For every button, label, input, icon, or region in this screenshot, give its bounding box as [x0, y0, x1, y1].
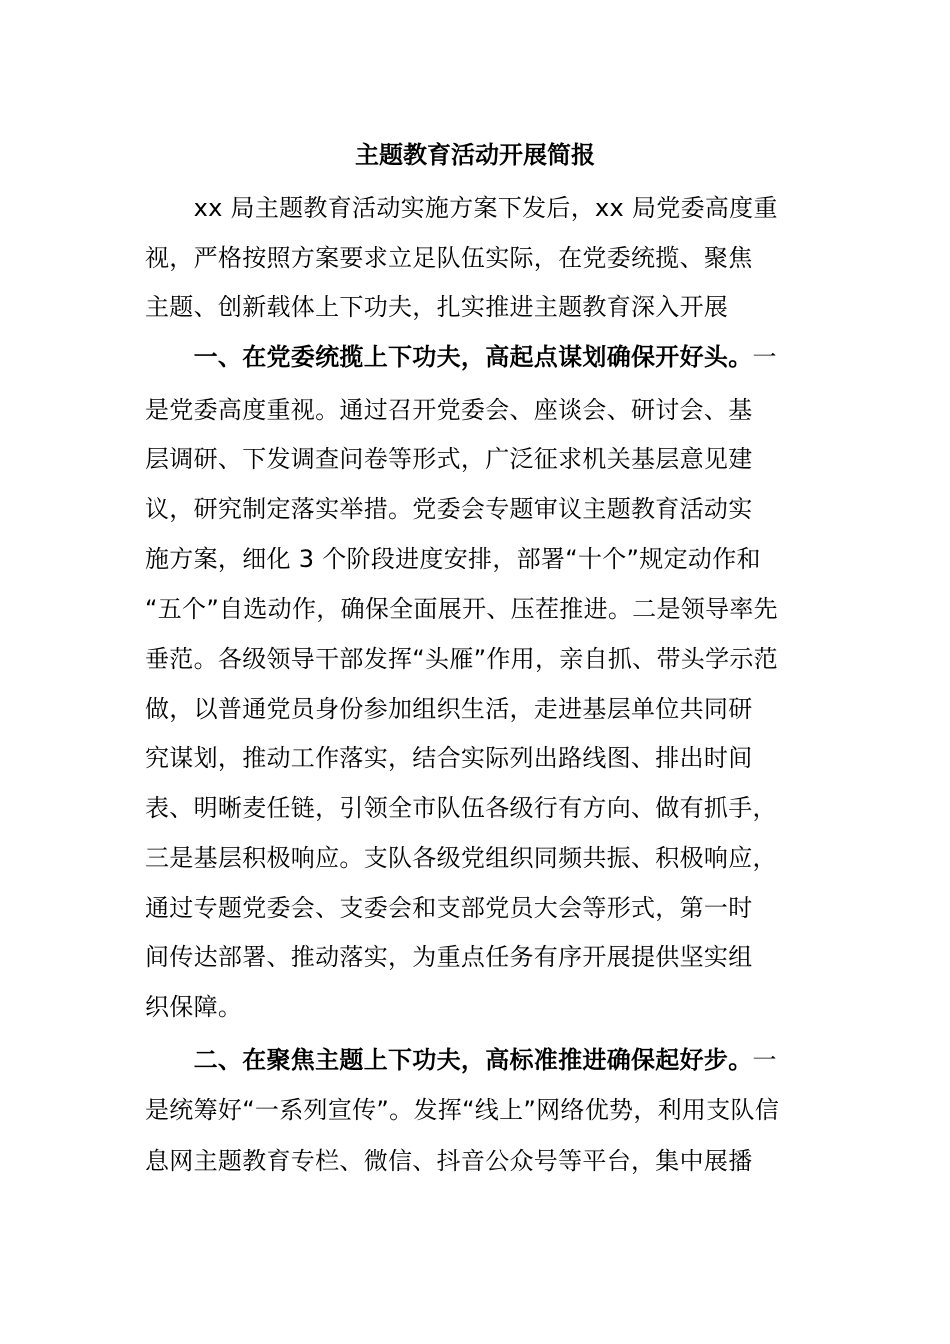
body-line: 视，严格按照方案要求立足队伍实际，在党委统揽、聚焦	[145, 244, 753, 272]
body-line: 是统筹好“一系列宣传”。发挥“线上”网络优势，利用支队信	[145, 1096, 780, 1124]
section-2-heading-tail: 一	[752, 1046, 777, 1074]
body-line: 究谋划，推动工作落实，结合实际列出路线图、排出时间	[145, 744, 753, 772]
body-line: 息网主题教育专栏、微信、抖音公众号等平台，集中展播	[145, 1147, 753, 1175]
document-title: 主题教育活动开展简报	[355, 141, 595, 169]
section-1-heading: 一、在党委统揽上下功夫，高起点谋划确保开好头。	[145, 343, 753, 371]
body-line: 三是基层积极响应。支队各级党组织同频共振、积极响应，	[145, 844, 777, 872]
body-line: 垂范。各级领导干部发挥“头雁”作用，亲自抓、带头学示范	[145, 645, 778, 673]
body-line: 做，以普通党员身份参加组织生活，走进基层单位共同研	[145, 695, 753, 723]
body-line: 间传达部署、推动落实，为重点任务有序开展提供坚实组	[145, 943, 753, 971]
body-line: 主题、创新载体上下功夫，扎实推进主题教育深入开展	[145, 293, 729, 321]
body-line: 施方案，细化 3 个阶段进度安排，部署“十个”规定动作和	[145, 545, 761, 573]
body-line: 通过专题党委会、支委会和支部党员大会等形式，第一时	[145, 894, 753, 922]
section-1-heading-line	[145, 341, 815, 373]
body-line: 层调研、下发调查问卷等形式，广泛征求机关基层意见建	[145, 445, 753, 473]
body-line: xx 局主题教育活动实施方案下发后，xx 局党委高度重	[145, 194, 778, 222]
body-line: “五个”自选动作，确保全面展开、压茬推进。二是领导率先	[145, 595, 778, 623]
section-1-heading-tail: 一	[752, 343, 777, 371]
section-2-heading-line	[145, 1044, 815, 1076]
body-line: 议，研究制定落实举措。党委会专题审议主题教育活动实	[145, 495, 753, 523]
body-line: 织保障。	[145, 993, 243, 1021]
body-line: 表、明晰麦任链，引领全市队伍各级行有方向、做有抓手，	[145, 794, 777, 822]
section-2-heading: 二、在聚焦主题上下功夫，高标准推进确保起好步。	[145, 1046, 753, 1074]
body-line: 是党委高度重视。通过召开党委会、座谈会、研讨会、基	[145, 396, 753, 424]
